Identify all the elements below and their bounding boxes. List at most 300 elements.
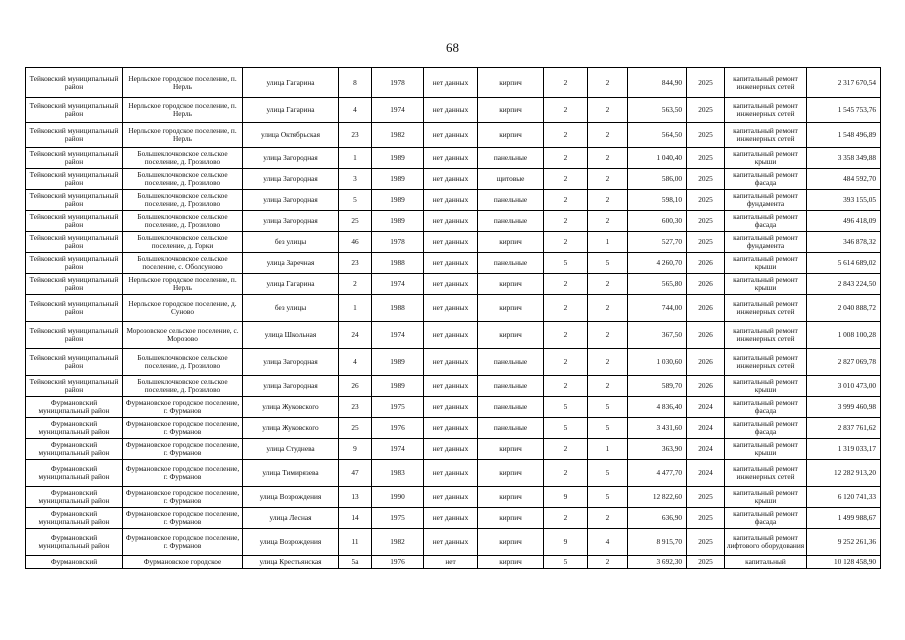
data-status-cell: нет данных (424, 508, 478, 529)
data-status-cell: нет данных (424, 232, 478, 253)
street-cell: улица Загородная (243, 349, 339, 376)
work-type-cell: капитальный ремонт крыши (725, 253, 807, 274)
cost-cell: 3 358 349,88 (807, 148, 881, 169)
area-cell: 636,90 (628, 508, 687, 529)
area-cell: 4 836,40 (628, 397, 687, 418)
work-type-cell: капитальный ремонт инженерных сетей (725, 68, 807, 98)
entrances-cell: 5 (588, 253, 628, 274)
house-number-cell: 5 (339, 190, 372, 211)
wall-material-cell: кирпич (478, 487, 544, 508)
floors-cell: 2 (544, 349, 588, 376)
floors-cell: 9 (544, 487, 588, 508)
settlement-cell: Большеклочковское сельское поселение, д. Грозилово (123, 349, 243, 376)
settlement-cell: Большеклочковское сельское поселение, д. Грозилово (123, 211, 243, 232)
cost-cell: 2 837 761,62 (807, 418, 881, 439)
work-type-cell: капитальный ремонт инженерных сетей (725, 322, 807, 349)
area-cell: 8 915,70 (628, 529, 687, 556)
year-cell: 1989 (372, 349, 424, 376)
work-type-cell: капитальный ремонт крыши (725, 439, 807, 460)
table-row (26, 397, 881, 418)
table-row (26, 68, 881, 98)
table-row (26, 418, 881, 439)
district-cell: Тейковский муниципальный район (26, 169, 123, 190)
year-cell: 1989 (372, 169, 424, 190)
data-status-cell: нет данных (424, 349, 478, 376)
street-cell: улица Загородная (243, 169, 339, 190)
cost-cell: 1 008 100,28 (807, 322, 881, 349)
plan-year-cell: 2025 (687, 190, 725, 211)
wall-material-cell: кирпич (478, 529, 544, 556)
house-number-cell: 25 (339, 211, 372, 232)
street-cell: улица Заречная (243, 253, 339, 274)
year-cell: 1978 (372, 232, 424, 253)
cost-cell: 346 878,32 (807, 232, 881, 253)
house-number-cell: 1 (339, 148, 372, 169)
year-cell: 1976 (372, 556, 424, 569)
district-cell: Фурмановский муниципальный район (26, 439, 123, 460)
plan-year-cell: 2025 (687, 98, 725, 123)
district-cell: Фурмановский муниципальный район (26, 529, 123, 556)
floors-cell: 2 (544, 123, 588, 148)
cost-cell: 484 592,70 (807, 169, 881, 190)
floors-cell: 2 (544, 508, 588, 529)
street-cell: без улицы (243, 232, 339, 253)
street-cell: улица Гагарина (243, 98, 339, 123)
district-cell: Фурмановский муниципальный район (26, 418, 123, 439)
settlement-cell: Большеклочковское сельское поселение, с. Оболсуново (123, 253, 243, 274)
settlement-cell: Нерльское городское поселение, п. Нерль (123, 123, 243, 148)
floors-cell: 5 (544, 418, 588, 439)
area-cell: 3 431,60 (628, 418, 687, 439)
plan-year-cell: 2025 (687, 556, 725, 569)
wall-material-cell: панельные (478, 418, 544, 439)
plan-year-cell: 2025 (687, 211, 725, 232)
entrances-cell: 2 (588, 98, 628, 123)
area-cell: 4 260,70 (628, 253, 687, 274)
street-cell: улица Загородная (243, 148, 339, 169)
district-cell: Тейковский муниципальный район (26, 148, 123, 169)
area-cell: 586,00 (628, 169, 687, 190)
data-status-cell: нет данных (424, 253, 478, 274)
wall-material-cell: щитовые (478, 169, 544, 190)
house-number-cell: 4 (339, 349, 372, 376)
plan-year-cell: 2025 (687, 148, 725, 169)
entrances-cell: 2 (588, 556, 628, 569)
district-cell: Фурмановский муниципальный район (26, 460, 123, 487)
entrances-cell: 5 (588, 418, 628, 439)
settlement-cell: Большеклочковское сельское поселение, д. Грозилово (123, 169, 243, 190)
district-cell: Тейковский муниципальный район (26, 274, 123, 295)
district-cell: Тейковский муниципальный район (26, 376, 123, 397)
entrances-cell: 2 (588, 376, 628, 397)
house-number-cell: 46 (339, 232, 372, 253)
house-number-cell: 24 (339, 322, 372, 349)
area-cell: 564,50 (628, 123, 687, 148)
settlement-cell: Большеклочковское сельское поселение, д. Грозилово (123, 148, 243, 169)
cost-cell: 5 614 689,02 (807, 253, 881, 274)
table-row (26, 349, 881, 376)
floors-cell: 2 (544, 68, 588, 98)
area-cell: 3 692,30 (628, 556, 687, 569)
house-number-cell: 1 (339, 295, 372, 322)
table-row (26, 148, 881, 169)
house-number-cell: 13 (339, 487, 372, 508)
wall-material-cell: панельные (478, 349, 544, 376)
floors-cell: 5 (544, 556, 588, 569)
data-status-cell: нет данных (424, 148, 478, 169)
cost-cell: 3 010 473,00 (807, 376, 881, 397)
cost-cell: 1 499 988,67 (807, 508, 881, 529)
floors-cell: 2 (544, 232, 588, 253)
floors-cell: 2 (544, 211, 588, 232)
work-type-cell: капитальный ремонт инженерных сетей (725, 460, 807, 487)
work-type-cell: капитальный ремонт крыши (725, 376, 807, 397)
district-cell: Тейковский муниципальный район (26, 349, 123, 376)
wall-material-cell: кирпич (478, 98, 544, 123)
wall-material-cell: кирпич (478, 123, 544, 148)
district-cell: Тейковский муниципальный район (26, 253, 123, 274)
floors-cell: 5 (544, 397, 588, 418)
district-cell: Тейковский муниципальный район (26, 295, 123, 322)
area-cell: 744,00 (628, 295, 687, 322)
plan-year-cell: 2024 (687, 439, 725, 460)
work-type-cell: капитальный ремонт инженерных сетей (725, 98, 807, 123)
house-number-cell: 23 (339, 397, 372, 418)
floors-cell: 2 (544, 322, 588, 349)
work-type-cell: капитальный ремонт инженерных сетей (725, 349, 807, 376)
floors-cell: 2 (544, 460, 588, 487)
settlement-cell: Фурмановское городское поселение, г. Фурманов (123, 529, 243, 556)
entrances-cell: 2 (588, 508, 628, 529)
work-type-cell: капитальный ремонт фасада (725, 418, 807, 439)
work-type-cell: капитальный ремонт фасада (725, 169, 807, 190)
year-cell: 1988 (372, 253, 424, 274)
entrances-cell: 2 (588, 68, 628, 98)
floors-cell: 2 (544, 274, 588, 295)
house-number-cell: 23 (339, 253, 372, 274)
data-status-cell: нет данных (424, 68, 478, 98)
work-type-cell: капитальный ремонт инженерных сетей (725, 295, 807, 322)
year-cell: 1974 (372, 98, 424, 123)
wall-material-cell: кирпич (478, 460, 544, 487)
cost-cell: 2 317 670,54 (807, 68, 881, 98)
area-cell: 367,50 (628, 322, 687, 349)
work-type-cell: капитальный (725, 556, 807, 569)
district-cell: Фурмановский муниципальный район (26, 397, 123, 418)
data-status-cell: нет данных (424, 190, 478, 211)
entrances-cell: 2 (588, 190, 628, 211)
house-number-cell: 11 (339, 529, 372, 556)
wall-material-cell: кирпич (478, 322, 544, 349)
floors-cell: 2 (544, 98, 588, 123)
wall-material-cell: кирпич (478, 68, 544, 98)
entrances-cell: 2 (588, 274, 628, 295)
street-cell: улица Школьная (243, 322, 339, 349)
table-row (26, 169, 881, 190)
entrances-cell: 2 (588, 148, 628, 169)
table-row (26, 232, 881, 253)
data-status-cell: нет данных (424, 274, 478, 295)
table-row (26, 98, 881, 123)
settlement-cell: Большеклочковское сельское поселение, д. Горки (123, 232, 243, 253)
area-cell: 589,70 (628, 376, 687, 397)
work-type-cell: капитальный ремонт крыши (725, 274, 807, 295)
house-number-cell: 5а (339, 556, 372, 569)
cost-cell: 393 155,05 (807, 190, 881, 211)
data-status-cell: нет данных (424, 211, 478, 232)
entrances-cell: 1 (588, 439, 628, 460)
settlement-cell: Фурмановское городское поселение, г. Фурманов (123, 418, 243, 439)
floors-cell: 2 (544, 376, 588, 397)
district-cell: Тейковский муниципальный район (26, 211, 123, 232)
data-status-cell: нет данных (424, 439, 478, 460)
area-cell: 598,10 (628, 190, 687, 211)
table-row (26, 508, 881, 529)
plan-year-cell: 2024 (687, 397, 725, 418)
table-row (26, 556, 881, 569)
wall-material-cell: кирпич (478, 232, 544, 253)
settlement-cell: Нерльское городское поселение, п. Нерль (123, 68, 243, 98)
settlement-cell: Большеклочковское сельское поселение, д. Грозилово (123, 190, 243, 211)
district-cell: Фурмановский муниципальный район (26, 487, 123, 508)
wall-material-cell: панельные (478, 190, 544, 211)
register-table (25, 67, 881, 569)
page-number: 68 (446, 40, 459, 55)
cost-cell: 12 282 913,20 (807, 460, 881, 487)
plan-year-cell: 2025 (687, 529, 725, 556)
entrances-cell: 2 (588, 211, 628, 232)
table-row (26, 211, 881, 232)
settlement-cell: Фурмановское городское поселение, г. Фурманов (123, 460, 243, 487)
table-row (26, 529, 881, 556)
area-cell: 363,90 (628, 439, 687, 460)
area-cell: 4 477,70 (628, 460, 687, 487)
district-cell: Фурмановский муниципальный район (26, 508, 123, 529)
street-cell: без улицы (243, 295, 339, 322)
plan-year-cell: 2026 (687, 253, 725, 274)
street-cell: улица Студнева (243, 439, 339, 460)
settlement-cell: Фурмановское городское поселение, г. Фурманов (123, 487, 243, 508)
street-cell: улица Возрождения (243, 487, 339, 508)
area-cell: 563,50 (628, 98, 687, 123)
settlement-cell: Нерльское городское поселение, д. Суново (123, 295, 243, 322)
entrances-cell: 5 (588, 460, 628, 487)
entrances-cell: 2 (588, 123, 628, 148)
plan-year-cell: 2025 (687, 169, 725, 190)
table-row (26, 295, 881, 322)
floors-cell: 2 (544, 148, 588, 169)
data-status-cell: нет данных (424, 487, 478, 508)
data-status-cell: нет данных (424, 376, 478, 397)
plan-year-cell: 2025 (687, 123, 725, 148)
district-cell: Тейковский муниципальный район (26, 190, 123, 211)
plan-year-cell: 2026 (687, 376, 725, 397)
wall-material-cell: панельные (478, 211, 544, 232)
cost-cell: 3 999 460,98 (807, 397, 881, 418)
house-number-cell: 4 (339, 98, 372, 123)
cost-cell: 496 418,09 (807, 211, 881, 232)
table-row (26, 376, 881, 397)
work-type-cell: капитальный ремонт фасада (725, 211, 807, 232)
table-row (26, 322, 881, 349)
data-status-cell: нет данных (424, 418, 478, 439)
settlement-cell: Фурмановское городское поселение, г. Фурманов (123, 397, 243, 418)
street-cell: улица Гагарина (243, 274, 339, 295)
wall-material-cell: кирпич (478, 295, 544, 322)
work-type-cell: капитальный ремонт фасада (725, 508, 807, 529)
wall-material-cell: кирпич (478, 508, 544, 529)
year-cell: 1989 (372, 376, 424, 397)
year-cell: 1975 (372, 397, 424, 418)
street-cell: улица Загородная (243, 211, 339, 232)
plan-year-cell: 2025 (687, 508, 725, 529)
cost-cell: 1 548 496,89 (807, 123, 881, 148)
wall-material-cell: кирпич (478, 274, 544, 295)
settlement-cell: Фурмановское городское поселение, г. Фурманов (123, 508, 243, 529)
data-status-cell: нет (424, 556, 478, 569)
floors-cell: 2 (544, 169, 588, 190)
floors-cell: 2 (544, 439, 588, 460)
work-type-cell: капитальный ремонт фасада (725, 397, 807, 418)
settlement-cell: Фурмановское городское поселение, г. Фурманов (123, 439, 243, 460)
plan-year-cell: 2026 (687, 274, 725, 295)
district-cell: Фурмановский (26, 556, 123, 569)
year-cell: 1978 (372, 68, 424, 98)
work-type-cell: капитальный ремонт лифтового оборудования (725, 529, 807, 556)
street-cell: улица Загородная (243, 190, 339, 211)
year-cell: 1989 (372, 190, 424, 211)
cost-cell: 6 120 741,33 (807, 487, 881, 508)
plan-year-cell: 2024 (687, 460, 725, 487)
data-status-cell: нет данных (424, 295, 478, 322)
street-cell: улица Тимирязева (243, 460, 339, 487)
house-number-cell: 9 (339, 439, 372, 460)
data-status-cell: нет данных (424, 169, 478, 190)
wall-material-cell: панельные (478, 253, 544, 274)
entrances-cell: 4 (588, 529, 628, 556)
entrances-cell: 2 (588, 295, 628, 322)
house-number-cell: 14 (339, 508, 372, 529)
wall-material-cell: кирпич (478, 556, 544, 569)
street-cell: улица Загородная (243, 376, 339, 397)
table-row (26, 253, 881, 274)
year-cell: 1990 (372, 487, 424, 508)
settlement-cell: Морозовское сельское поселение, с. Морозово (123, 322, 243, 349)
street-cell: улица Октябрьская (243, 123, 339, 148)
floors-cell: 2 (544, 295, 588, 322)
area-cell: 844,90 (628, 68, 687, 98)
house-number-cell: 25 (339, 418, 372, 439)
house-number-cell: 26 (339, 376, 372, 397)
cost-cell: 2 827 069,78 (807, 349, 881, 376)
year-cell: 1982 (372, 529, 424, 556)
entrances-cell: 2 (588, 322, 628, 349)
table-row (26, 123, 881, 148)
wall-material-cell: панельные (478, 376, 544, 397)
year-cell: 1989 (372, 211, 424, 232)
work-type-cell: капитальный ремонт фундамента (725, 190, 807, 211)
year-cell: 1974 (372, 322, 424, 349)
plan-year-cell: 2025 (687, 68, 725, 98)
district-cell: Тейковский муниципальный район (26, 322, 123, 349)
entrances-cell: 5 (588, 487, 628, 508)
data-status-cell: нет данных (424, 123, 478, 148)
table-row (26, 460, 881, 487)
table-body (26, 68, 881, 569)
house-number-cell: 2 (339, 274, 372, 295)
table-row (26, 487, 881, 508)
work-type-cell: капитальный ремонт крыши (725, 487, 807, 508)
area-cell: 600,30 (628, 211, 687, 232)
data-status-cell: нет данных (424, 460, 478, 487)
work-type-cell: капитальный ремонт крыши (725, 148, 807, 169)
settlement-cell: Нерльское городское поселение, п. Нерль (123, 274, 243, 295)
street-cell: улица Жуковского (243, 397, 339, 418)
table-row (26, 274, 881, 295)
year-cell: 1976 (372, 418, 424, 439)
wall-material-cell: панельные (478, 148, 544, 169)
plan-year-cell: 2024 (687, 418, 725, 439)
plan-year-cell: 2026 (687, 322, 725, 349)
plan-year-cell: 2026 (687, 295, 725, 322)
street-cell: улица Лесная (243, 508, 339, 529)
cost-cell: 9 252 261,36 (807, 529, 881, 556)
entrances-cell: 5 (588, 397, 628, 418)
wall-material-cell: кирпич (478, 439, 544, 460)
cost-cell: 1 319 033,17 (807, 439, 881, 460)
entrances-cell: 2 (588, 349, 628, 376)
year-cell: 1989 (372, 148, 424, 169)
street-cell: улица Возрождения (243, 529, 339, 556)
year-cell: 1974 (372, 274, 424, 295)
year-cell: 1982 (372, 123, 424, 148)
data-status-cell: нет данных (424, 397, 478, 418)
cost-cell: 2 040 888,72 (807, 295, 881, 322)
street-cell: улица Гагарина (243, 68, 339, 98)
settlement-cell: Нерльское городское поселение, п. Нерль (123, 98, 243, 123)
house-number-cell: 23 (339, 123, 372, 148)
plan-year-cell: 2026 (687, 349, 725, 376)
floors-cell: 5 (544, 253, 588, 274)
area-cell: 12 822,60 (628, 487, 687, 508)
house-number-cell: 3 (339, 169, 372, 190)
area-cell: 1 030,60 (628, 349, 687, 376)
street-cell: улица Жуковского (243, 418, 339, 439)
table-row (26, 439, 881, 460)
entrances-cell: 1 (588, 232, 628, 253)
cost-cell: 10 128 458,90 (807, 556, 881, 569)
floors-cell: 9 (544, 529, 588, 556)
year-cell: 1983 (372, 460, 424, 487)
cost-cell: 1 545 753,76 (807, 98, 881, 123)
settlement-cell: Фурмановское городское (123, 556, 243, 569)
settlement-cell: Большеклочковское сельское поселение, д. Грозилово (123, 376, 243, 397)
data-status-cell: нет данных (424, 322, 478, 349)
work-type-cell: капитальный ремонт инженерных сетей (725, 123, 807, 148)
data-status-cell: нет данных (424, 529, 478, 556)
district-cell: Тейковский муниципальный район (26, 98, 123, 123)
entrances-cell: 2 (588, 169, 628, 190)
house-number-cell: 47 (339, 460, 372, 487)
work-type-cell: капитальный ремонт фундамента (725, 232, 807, 253)
plan-year-cell: 2025 (687, 232, 725, 253)
area-cell: 565,80 (628, 274, 687, 295)
data-status-cell: нет данных (424, 98, 478, 123)
district-cell: Тейковский муниципальный район (26, 123, 123, 148)
year-cell: 1974 (372, 439, 424, 460)
area-cell: 1 040,40 (628, 148, 687, 169)
floors-cell: 2 (544, 190, 588, 211)
